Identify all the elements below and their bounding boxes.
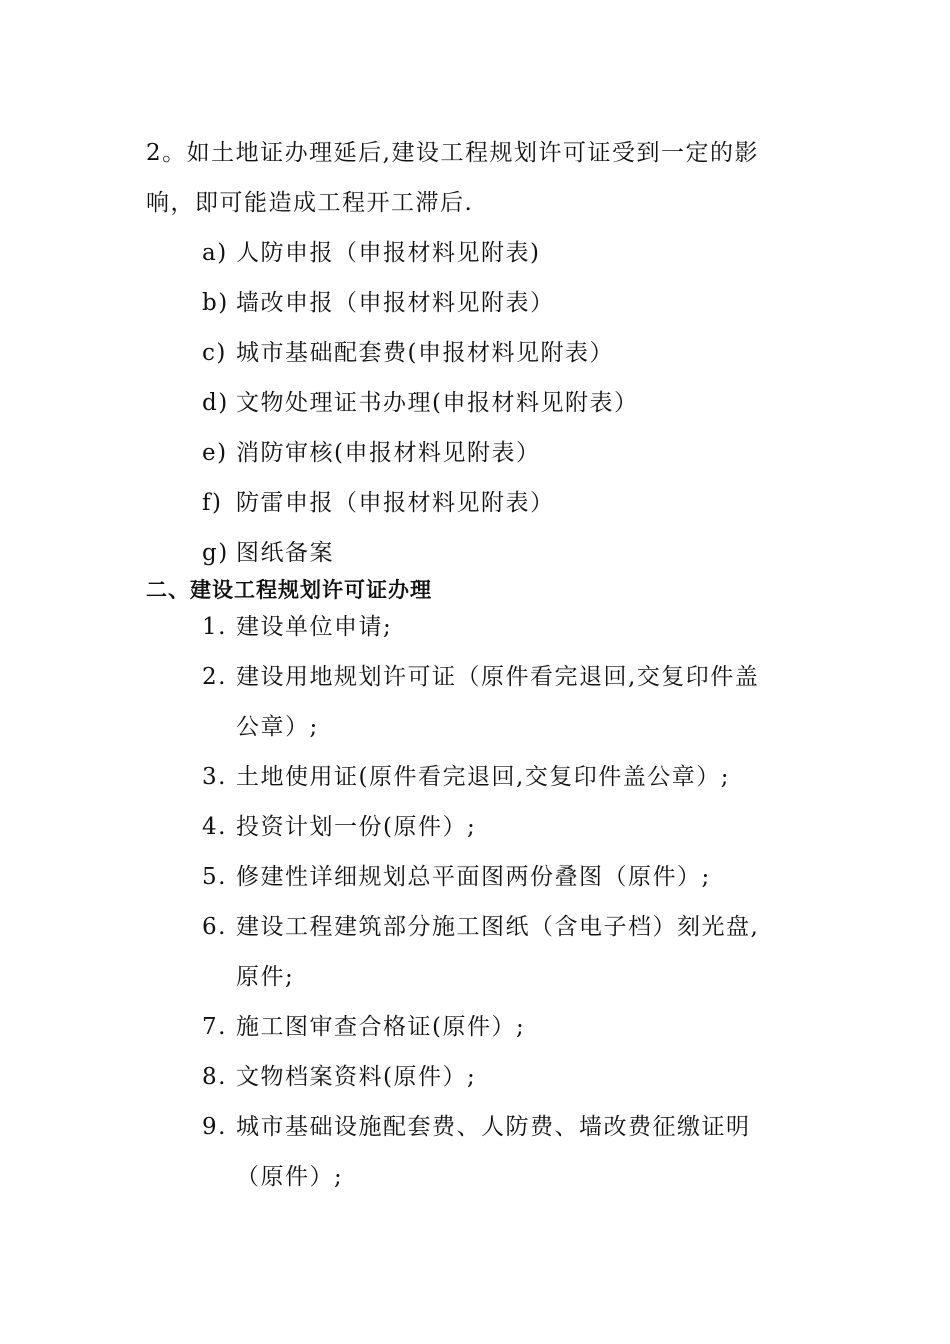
intro-line-2: 响，即可能造成工程开工滞后. [146,190,474,216]
item-number: 2. [202,664,227,690]
item-text: 防雷申报（申报材料见附表） [236,490,555,516]
item-number: 1. [202,614,227,640]
item-marker: f) [202,490,223,516]
item-text: 建设用地规划许可证（原件看完退回,交复印件盖 [236,664,760,690]
item-text: 施工图审查合格证(原件）; [236,1014,526,1040]
item-marker: g) [202,540,229,566]
item-marker: a) [202,240,228,266]
item-text: 城市基础设施配套费、人防费、墙改费征缴证明 [236,1114,751,1140]
item-marker: d) [202,390,229,416]
item-text: 建设单位申请; [236,614,393,640]
item-text: 文物处理证书办理(申报材料见附表） [236,390,639,416]
item-number: 9. [202,1114,227,1140]
numbered-item [202,908,759,941]
section-heading: 二、建设工程规划许可证办理 [146,578,432,602]
item-continuation: 原件; [236,964,295,990]
intro-line-1: 2。如土地证办理延后,建设工程规划许可证受到一定的影 [146,140,759,166]
numbered-item [202,1058,476,1091]
list-item [202,234,540,267]
list-item [202,484,555,517]
numbered-item [202,1008,525,1041]
list-item [202,284,555,317]
numbered-item [202,758,730,791]
item-text: 土地使用证(原件看完退回,交复印件盖公章）; [236,764,731,790]
numbered-item [202,608,392,641]
list-item [202,534,334,567]
item-marker: c) [202,340,227,366]
item-number: 3. [202,764,227,790]
list-item [202,434,540,467]
item-continuation: 公章）; [236,714,319,740]
item-text: 建设工程建筑部分施工图纸（含电子档）刻光盘, [236,914,760,940]
item-marker: b) [202,290,229,316]
item-number: 8. [202,1064,227,1090]
item-text: 墙改申报（申报材料见附表） [236,290,555,316]
item-text: 人防申报（申报材料见附表) [236,240,541,266]
item-marker: e) [202,440,228,466]
numbered-item [202,858,711,891]
item-text: 修建性详细规划总平面图两份叠图（原件）; [236,864,711,890]
numbered-item [202,658,759,691]
list-item [202,334,614,367]
item-number: 6. [202,914,227,940]
numbered-item [202,808,476,841]
item-continuation: （原件）; [236,1164,344,1190]
item-number: 7. [202,1014,227,1040]
item-text: 图纸备案 [236,540,334,566]
item-text: 消防审核(申报材料见附表） [236,440,541,466]
item-text: 文物档案资料(原件）; [236,1064,477,1090]
item-number: 5. [202,864,227,890]
item-text: 投资计划一份(原件）; [236,814,477,840]
item-number: 4. [202,814,227,840]
list-item [202,384,638,417]
numbered-item [202,1108,751,1141]
item-text: 城市基础配套费(申报材料见附表） [236,340,614,366]
